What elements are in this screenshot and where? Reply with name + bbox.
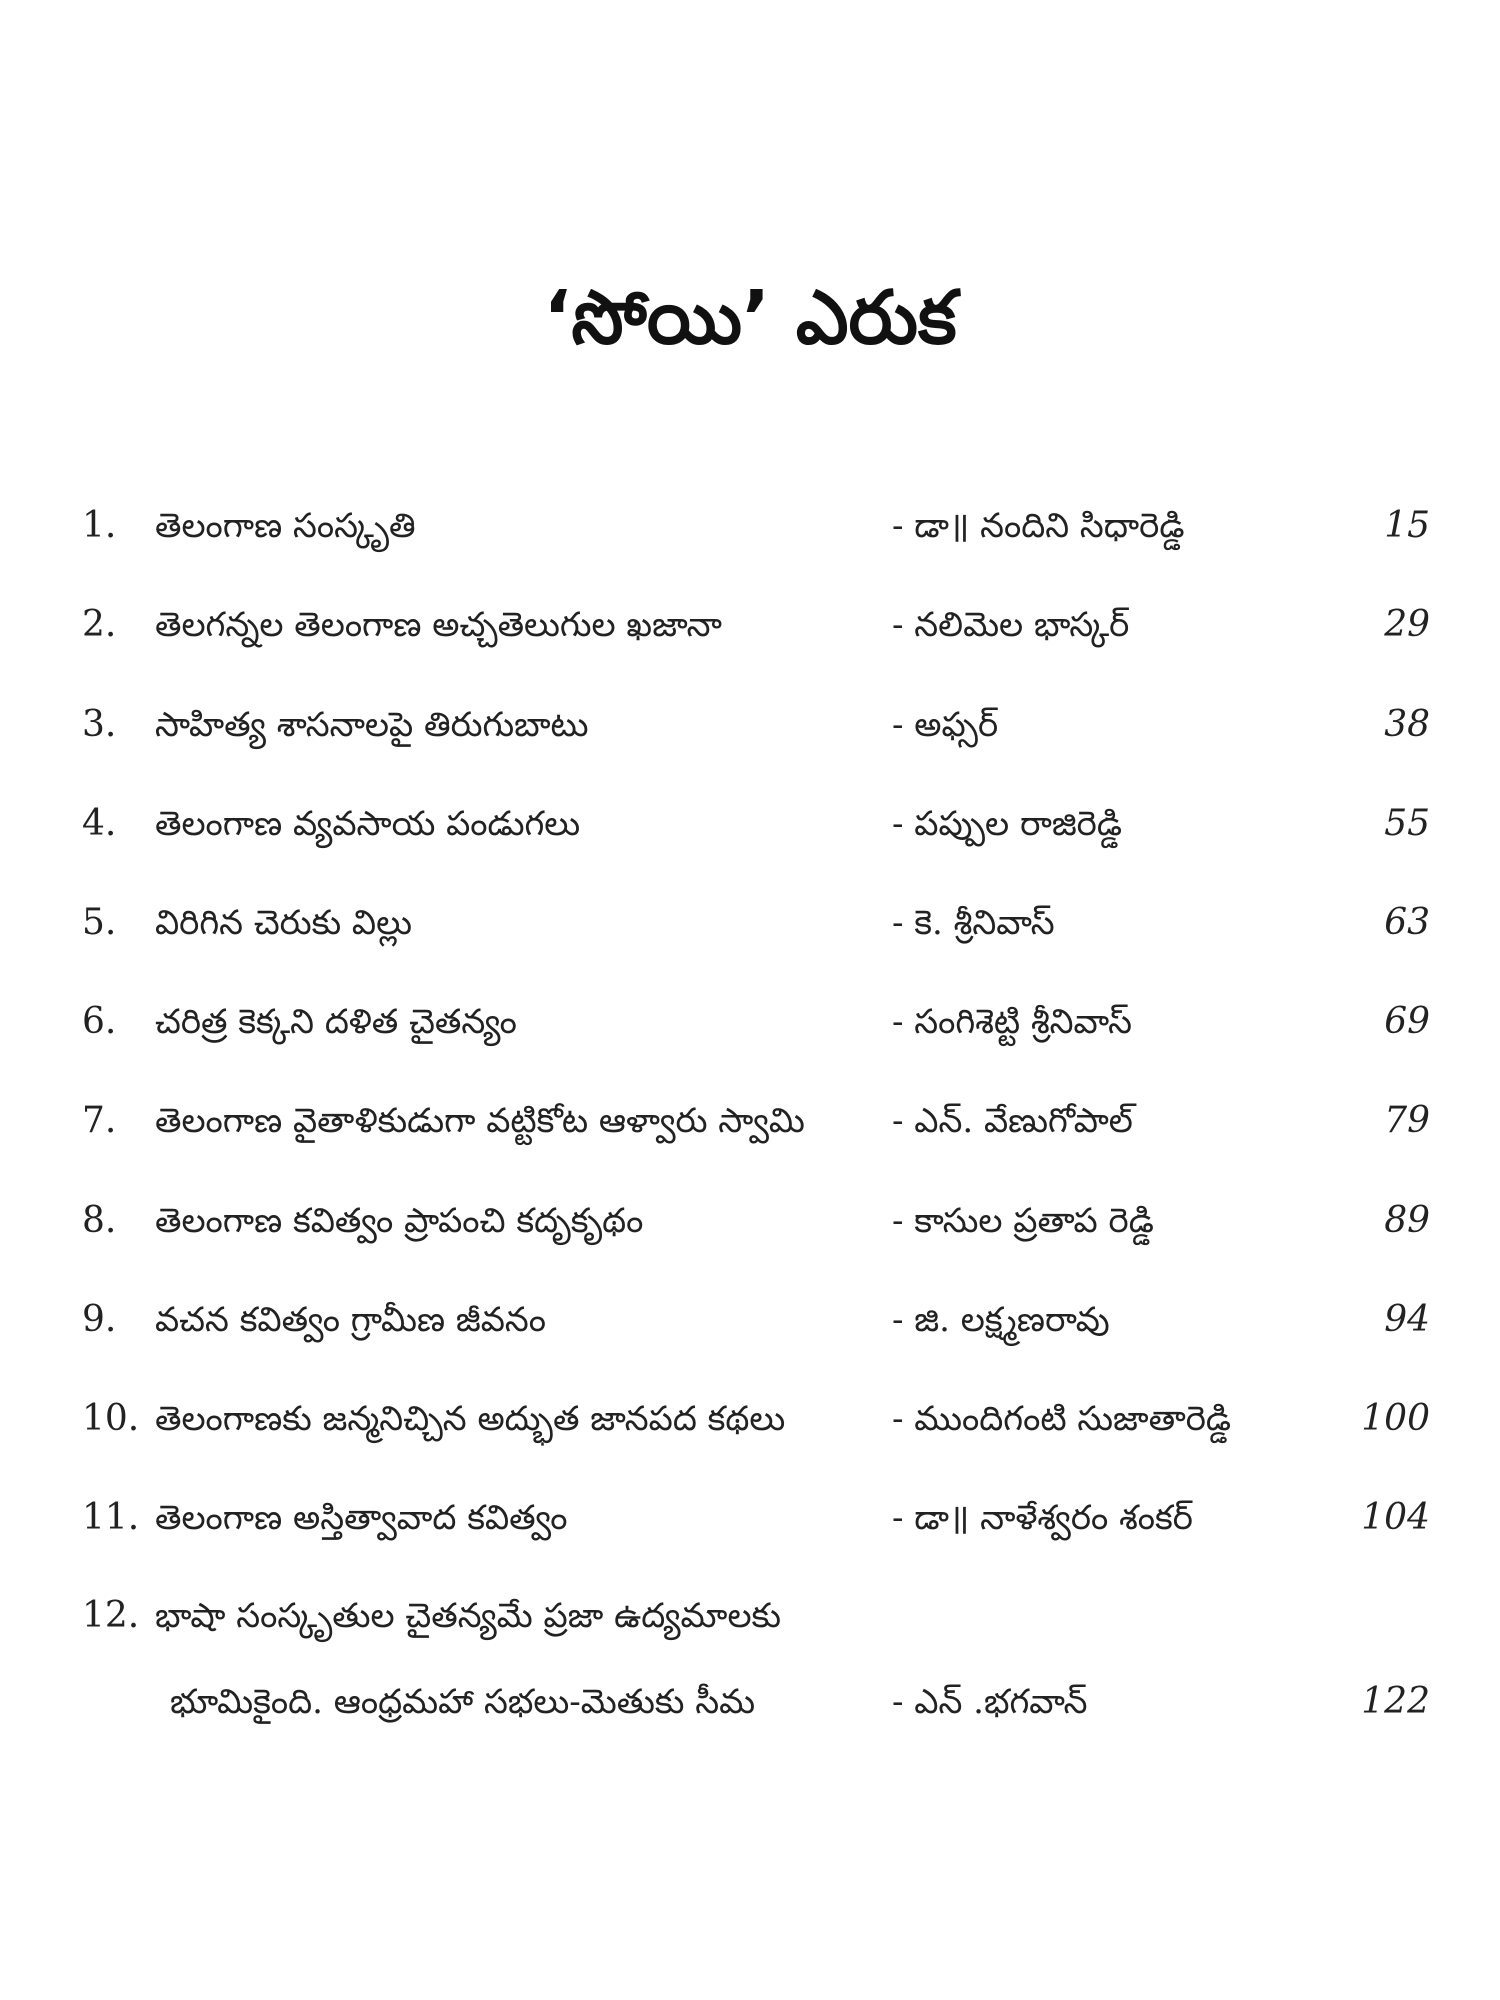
entry-title: తెలంగాణ వ్యవసాయ పండుగలు: [155, 804, 581, 844]
entry-page-number: 63: [1384, 902, 1430, 943]
toc-entry: [0, 1483, 1500, 1553]
toc-entry: [0, 987, 1500, 1057]
entry-number: 2.: [82, 604, 117, 645]
toc-entry: [0, 690, 1500, 760]
entry-title: తెలంగాణ వైతాళికుడుగా వట్టికోట ఆళ్వారు స్వామి: [155, 1101, 805, 1141]
toc-entry: [0, 1581, 1500, 1751]
entry-author: - నలిమెల భాస్కర్: [892, 605, 1130, 645]
entry-page-number: 94: [1384, 1299, 1430, 1340]
entry-title: విరిగిన చెరుకు విల్లు: [155, 903, 412, 943]
toc-entry: [0, 789, 1500, 859]
toc-entry: [0, 1086, 1500, 1156]
entry-author: - డా॥ నందిని సిధారెడ్డి: [892, 506, 1185, 546]
entry-page-number: 55: [1384, 803, 1430, 844]
entry-page-number: 100: [1361, 1398, 1430, 1439]
entry-title: తెలంగాణ కవిత్వం ప్రాపంచి కదృకృథం: [155, 1201, 644, 1241]
entry-number: 11.: [82, 1497, 140, 1538]
entry-number: 1.: [82, 505, 117, 546]
toc-entry: [0, 1186, 1500, 1256]
entry-title: వచన కవిత్వం గ్రామీణ జీవనం: [155, 1300, 547, 1340]
entry-author: - సంగిశెట్టి శ్రీనివాస్: [892, 1002, 1132, 1042]
entry-author: - అఫ్సర్: [892, 705, 999, 745]
entry-page-number: 69: [1384, 1001, 1430, 1042]
entry-number: 12.: [82, 1595, 140, 1636]
entry-page-number: 29: [1384, 604, 1430, 645]
entry-title: తెలంగాణ సంస్కృతి: [155, 506, 416, 546]
entry-title: తెలంగాణ అస్తిత్వావాద కవిత్వం: [155, 1498, 568, 1538]
entry-number: 6.: [82, 1001, 117, 1042]
entry-author: - డా॥ నాళేశ్వరం శంకర్: [892, 1498, 1193, 1538]
entry-title: చరిత్ర కెక్కని దళిత చైతన్యం: [155, 1002, 517, 1042]
toc-entry: [0, 1285, 1500, 1355]
entry-number: 4.: [82, 803, 117, 844]
toc-entry: [0, 590, 1500, 660]
entry-number: 8.: [82, 1200, 117, 1241]
page-title: ‘సోయి’ ఎరుక: [543, 275, 957, 361]
entry-title: తెలగన్నల తెలంగాణ అచ్చతెలుగుల ఖజానా: [155, 605, 722, 645]
entry-title: భాషా సంస్కృతుల చైతన్యమే ప్రజా ఉద్యమాలకు: [155, 1596, 782, 1636]
entry-page-number: 15: [1384, 505, 1430, 546]
entry-title: సాహిత్య శాసనాలపై తిరుగుబాటు: [155, 705, 589, 745]
entry-author: - జి. లక్ష్మణరావు: [892, 1300, 1110, 1340]
toc-entry: [0, 888, 1500, 958]
entry-author: - ఎన్ .భగవాన్: [892, 1682, 1088, 1722]
toc-entry: [0, 491, 1500, 561]
entry-page-number: 89: [1384, 1200, 1430, 1241]
entry-number: 3.: [82, 704, 117, 745]
entry-number: 10.: [82, 1398, 140, 1439]
entry-author: - కె. శ్రీనివాస్: [892, 903, 1055, 943]
entry-number: 7.: [82, 1100, 117, 1141]
entry-author: - పప్పుల రాజిరెడ్డి: [892, 804, 1122, 844]
entry-author: - ముందిగంటి సుజాతారెడ్డి: [892, 1399, 1232, 1439]
entry-page-number: 104: [1361, 1497, 1430, 1538]
entry-page-number: 122: [1361, 1681, 1430, 1722]
entry-author: - ఎన్. వేణుగోపాల్: [892, 1101, 1133, 1141]
toc-entry: [0, 1384, 1500, 1454]
entry-page-number: 79: [1384, 1100, 1430, 1141]
entry-page-number: 38: [1384, 704, 1430, 745]
entry-number: 9.: [82, 1299, 117, 1340]
entry-author: - కాసుల ప్రతాప రెడ్డి: [892, 1201, 1154, 1241]
entry-title-continuation: భూమికైంది. ఆంధ్రమహా సభలు-మెతుకు సీమ: [170, 1682, 756, 1722]
entry-number: 5.: [82, 902, 117, 943]
entry-title: తెలంగాణకు జన్మనిచ్చిన అద్భుత జానపద కథలు: [155, 1399, 786, 1439]
